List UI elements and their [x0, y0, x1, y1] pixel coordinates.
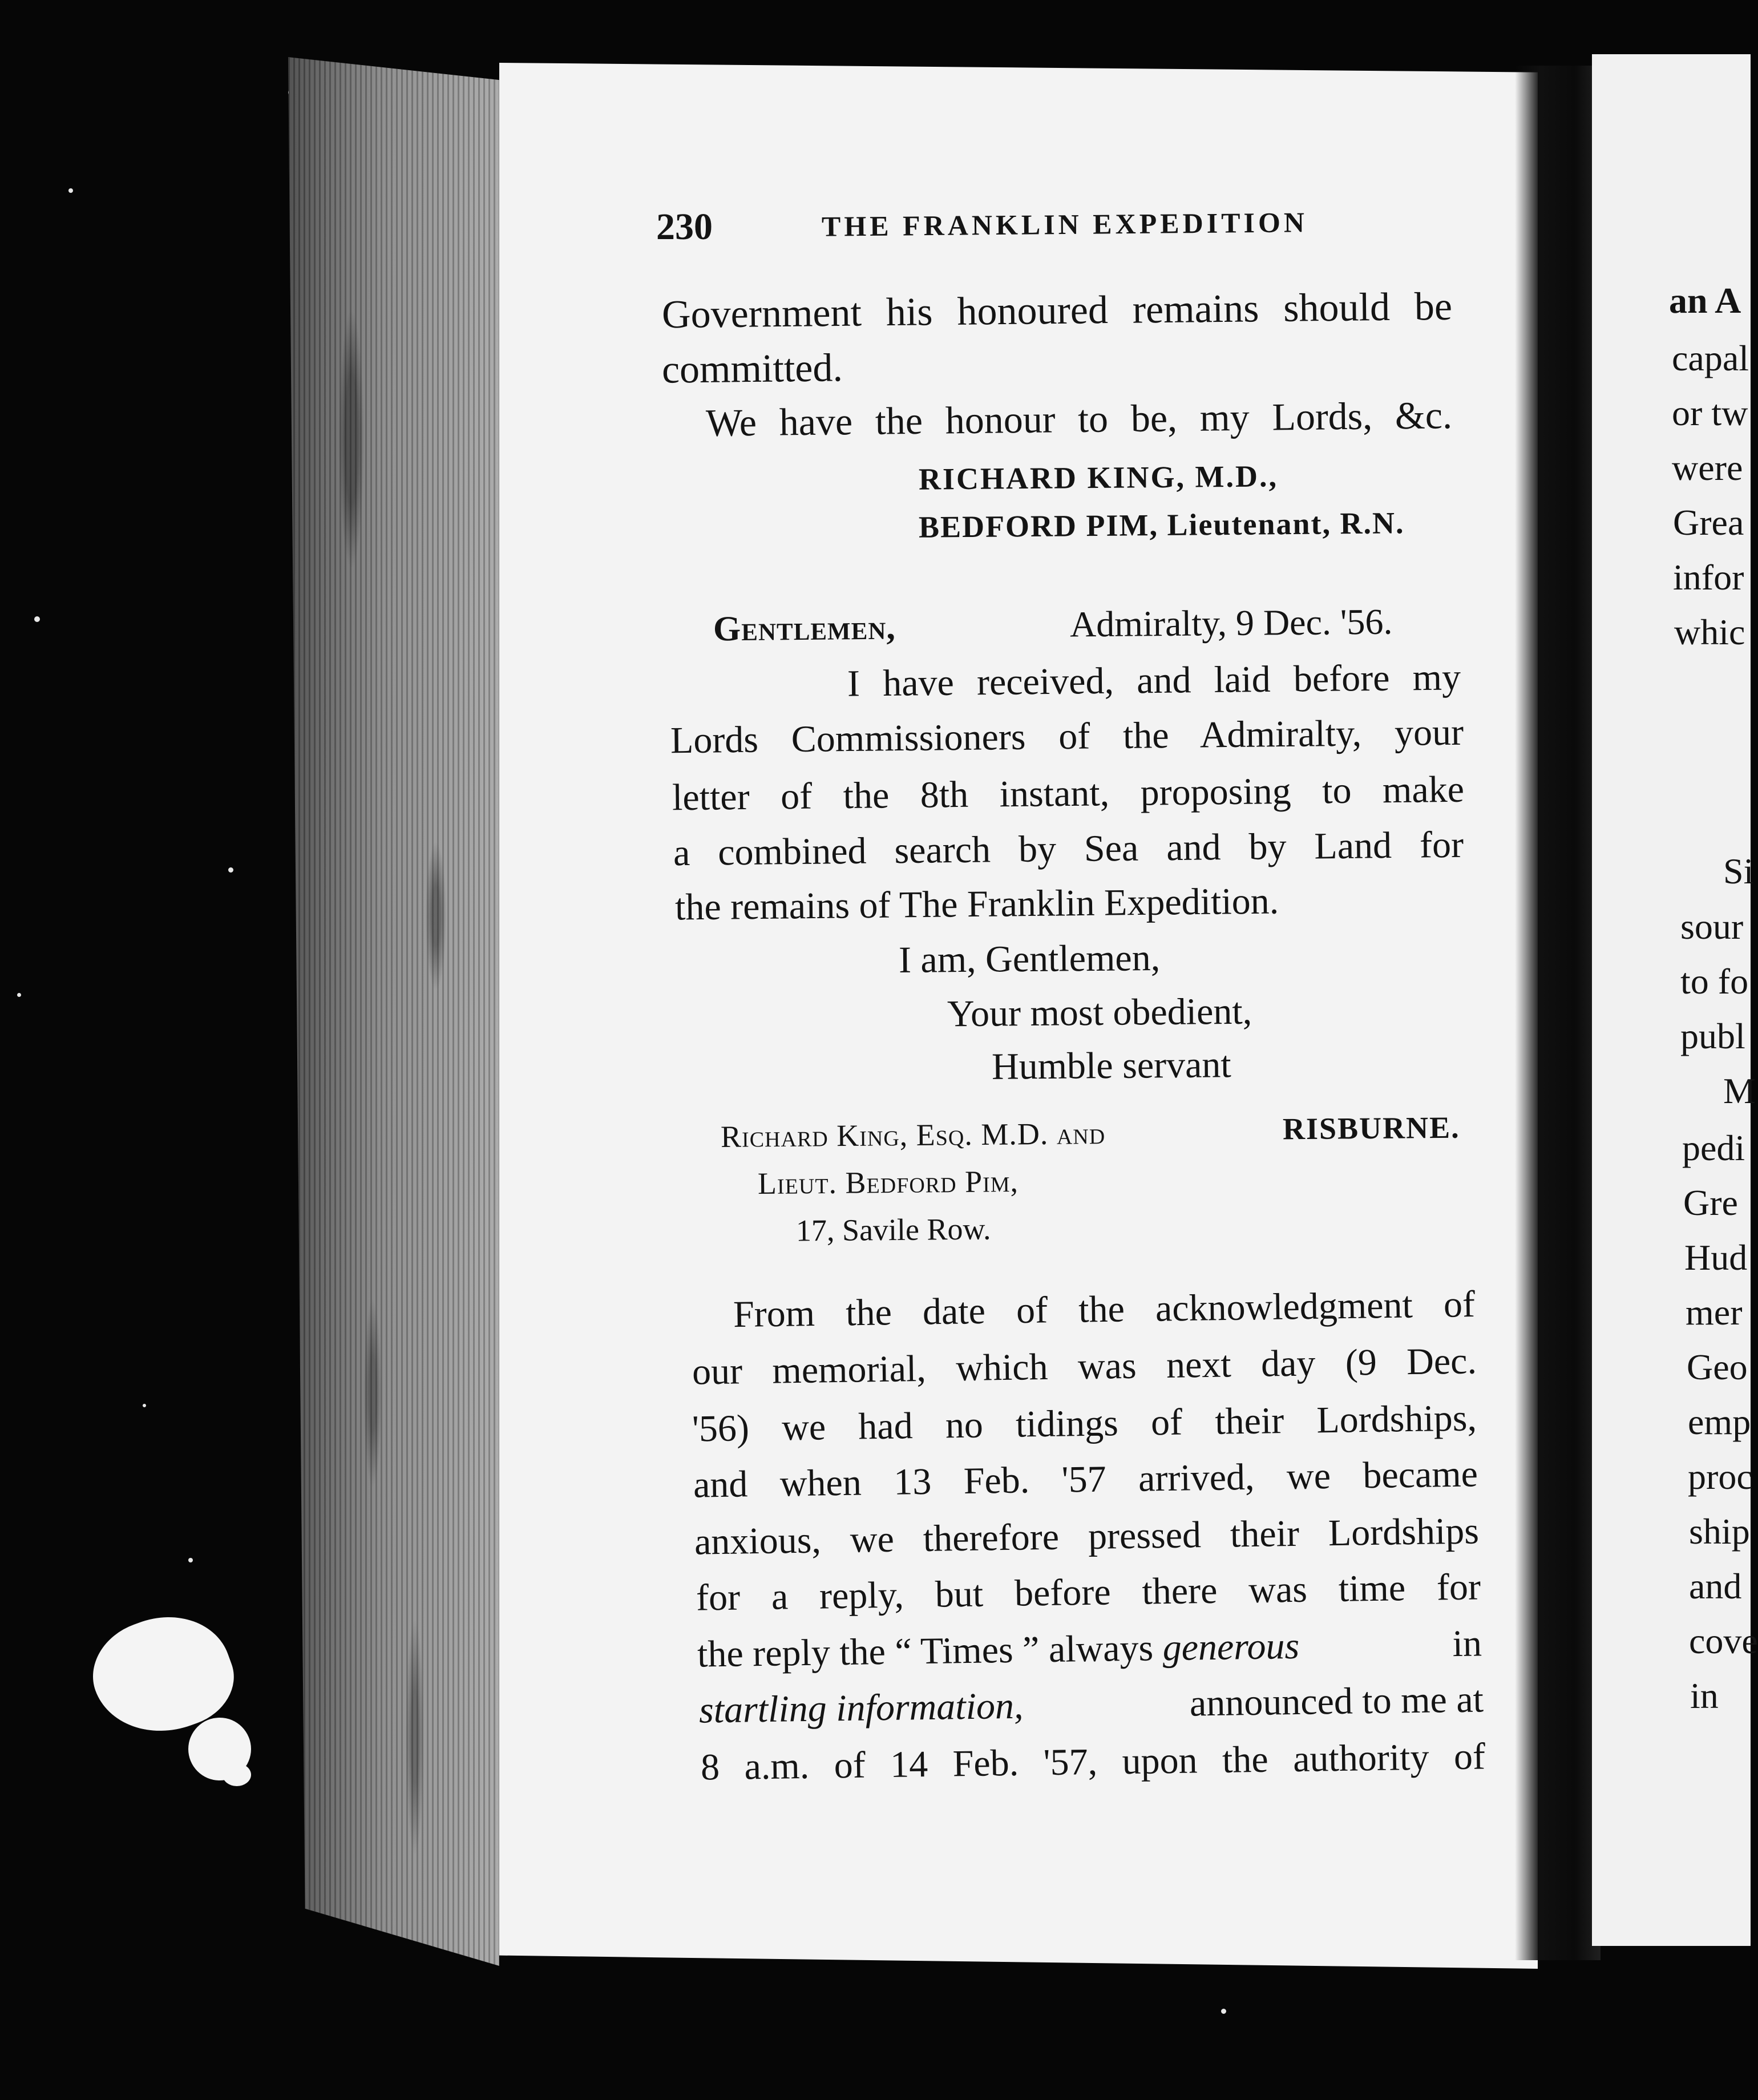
dust-speck	[143, 1404, 146, 1407]
paragraph-line: our memorial, which was next day (9 Dec.	[692, 1340, 1477, 1393]
right-fragment: pedi	[1682, 1128, 1745, 1168]
paragraph-line: From the date of the acknowledgment of	[733, 1283, 1476, 1336]
page-number: 230	[656, 206, 713, 248]
letter-body-line: Lords Commissioners of the Admiralty, your	[670, 711, 1464, 762]
right-fragment: were	[1672, 447, 1743, 488]
letter-place-date: Admiralty, 9 Dec. '56.	[1069, 601, 1393, 645]
letter-addressee: Lieut. Bedford Pim,	[757, 1164, 1019, 1201]
right-fragment: in	[1690, 1675, 1719, 1716]
text-line: We have the honour to be, my Lords, &c.	[705, 393, 1453, 445]
right-fragment: Geo	[1687, 1347, 1748, 1387]
paragraph-line: and when 13 Feb. '57 arrived, we became	[693, 1453, 1478, 1506]
letter-body-line: I have received, and laid before my	[847, 656, 1461, 705]
right-fragment: Hud	[1684, 1237, 1748, 1278]
dust-speck	[17, 993, 21, 997]
paragraph-line: for a reply, but before there was time for	[696, 1566, 1481, 1619]
right-fragment: cove	[1689, 1621, 1758, 1661]
page-edges	[288, 57, 499, 1966]
signatory-pim: BEDFORD PIM, Lieutenant, R.N.	[918, 506, 1405, 544]
stain-mark	[223, 1763, 251, 1786]
right-fragment: Gre	[1683, 1182, 1738, 1223]
right-fragment: and	[1689, 1566, 1742, 1606]
paragraph-text: announced to me at	[1179, 1678, 1484, 1725]
right-fragment: or tw	[1672, 393, 1748, 433]
paragraph-italic: generous	[1162, 1625, 1300, 1669]
signatory-king: RICHARD KING, M.D.,	[918, 459, 1279, 496]
letter-closing: Humble servant	[991, 1044, 1232, 1088]
letter-signature: RISBURNE.	[1282, 1110, 1460, 1146]
text-line: Government his honoured remains should be	[661, 284, 1453, 337]
right-fragment: to fo	[1680, 961, 1749, 1001]
letter-closing: Your most obedient,	[947, 990, 1252, 1035]
letter-body-line: a combined search by Sea and by Land for	[673, 823, 1464, 874]
right-fragment: Si	[1723, 851, 1754, 891]
dust-speck	[228, 867, 233, 873]
right-fragment: whic	[1674, 612, 1745, 652]
paragraph-italic: startling information,	[698, 1685, 1024, 1731]
letter-body-line: letter of the 8th instant, proposing to make	[672, 768, 1465, 819]
dust-speck	[34, 616, 40, 622]
right-fragment: ship	[1689, 1511, 1750, 1552]
letter-salutation: Gentlemen,	[713, 608, 896, 649]
paragraph-text: in	[1442, 1622, 1482, 1665]
letter-addressee: Richard King, Esq. M.D. and	[720, 1116, 1106, 1154]
right-fragment: mer	[1686, 1292, 1743, 1332]
dust-speck	[68, 188, 73, 193]
paragraph-line: 8 a.m. of 14 Feb. '57, upon the authority of	[700, 1735, 1486, 1788]
text-line: committed.	[661, 346, 843, 392]
letter-body-line: the remains of The Franklin Expedition.	[674, 880, 1279, 928]
dust-speck	[1221, 2009, 1226, 2014]
paragraph-line: anxious, we therefore pressed their Lordships	[694, 1510, 1480, 1563]
paragraph-text: the reply the “ Times ” always	[697, 1627, 1163, 1675]
letter-closing: I am, Gentlemen,	[898, 937, 1161, 981]
right-fragment: M	[1723, 1071, 1756, 1111]
book-gutter	[1515, 66, 1601, 1960]
running-header: THE FRANKLIN EXPEDITION	[821, 206, 1308, 243]
right-fragment: proc	[1688, 1456, 1753, 1497]
letter-addressee: 17, Savile Row.	[795, 1211, 991, 1248]
right-fragment: Grea	[1673, 502, 1744, 543]
right-fragment: an A	[1669, 280, 1741, 321]
right-fragment: sour	[1680, 906, 1744, 947]
dust-speck	[188, 1558, 193, 1562]
paragraph-line: '56) we had no tidings of their Lordships,	[692, 1397, 1477, 1450]
right-fragment: infor	[1673, 557, 1744, 597]
right-fragment: emp	[1688, 1402, 1751, 1442]
right-fragment: publ	[1680, 1016, 1745, 1056]
right-fragment: capal	[1672, 338, 1749, 378]
